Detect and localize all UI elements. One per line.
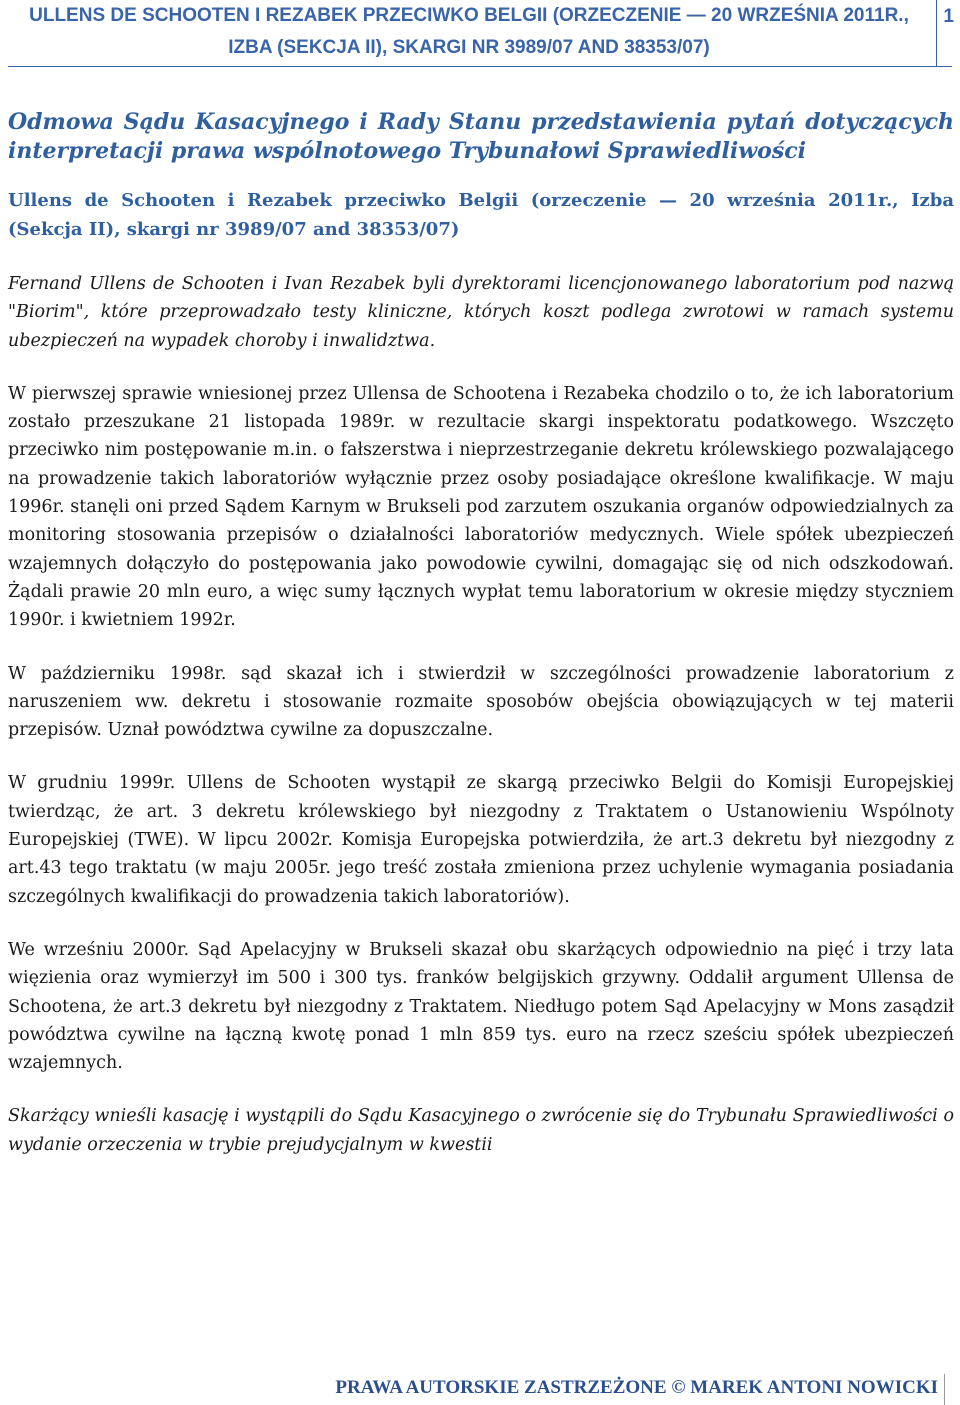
paragraph-5: We wrześniu 2000r. Sąd Apelacyjny w Brukseli skazał obu skarżących odpowiednio na pięć i trzy lata więzienia oraz wymierzył im 500 i 300 tys. franków belgijskich grzywny. Oddalił argument Ullensa de Schootena, że art.3 dekretu był niezgodny z Traktatem. Niedługo potem Sąd Apelacyjny w Mons zasądził powództwa cywilne na łączną kwotę ponad 1 mln 859 tys. euro na rzecz sześciu spółek ubezpieczeń wzajemnych. — [8, 939, 954, 1074]
paragraph-2: W pierwszej sprawie wniesionej przez Ullensa de Schootena i Rezabeka chodzilo o to, że ich laboratorium zostało przeszukane 21 listopada 1989r. w rezultacie skargi inspektoratu podatkowego. Wszczęto przeciwko nim postępowanie m.in. o fałszerstwa i nieprzestrzeganie dekretu królewskiego pozwalającego na prowadzenie takich laboratoriów wyłącznie przez osoby posiadające określone kwalifikacje. W maju 1996r. stanęli oni przed Sądem Karnym w Brukseli pod zarzutem oszukania organów odpowiedzialnych za monitoring stosowania przepisów o działalności laboratoriów medycznych. Wiele spółek ubezpieczeń wzajemnych dołączyło do postępowania jako powodowie cywilni, domagając się od nich odszkodowań. Żądali prawie 20 mln euro, a więc sumy łącznych wypłat temu laboratorium w okresie między styczniem 1990r. i kwietniem 1992r. — [8, 383, 954, 631]
copyright-footer: PRAWA AUTORSKIE ZASTRZEŻONE © MAREK ANTONI NOWICKI — [335, 1377, 938, 1398]
paragraph-1: Fernand Ullens de Schooten i Ivan Rezabek byli dyrektorami licencjonowanego laboratorium pod nazwą "Biorim", które przeprowadzało testy kliniczne, których koszt podlega zwrotowi w ramach systemu ubezpieczeń na wypadek choroby i inwalidztwa. — [8, 274, 954, 351]
document-body — [8, 108, 954, 1159]
page-number: 1 — [943, 6, 954, 27]
paragraph-4: W grudniu 1999r. Ullens de Schooten wystąpił ze skargą przeciwko Belgii do Komisji Europejskiej twierdząc, że art. 3 dekretu królewskiego był niezgodny z Traktatem o Ustanowieniu Wspólnoty Europejskiej (TWE). W lipcu 2002r. Komisja Europejska potwierdziła, że art.3 dekretu był niezgodny z art.43 tego traktatu (w maju 2005r. jego treść została zmieniona przez uchylenie wymagania posiadania szczególnych kwalifikacji do prowadzenia takich laboratoriów). — [8, 773, 954, 907]
running-header-line-1: ULLENS DE SCHOOTEN I REZABEK PRZECIWKO BELGII (ORZECZENIE — 20 WRZEŚNIA 2011R., — [29, 5, 909, 26]
footer-divider-vertical — [944, 1374, 945, 1405]
header-divider — [8, 66, 952, 67]
document-title: Odmowa Sądu Kasacyjnego i Rady Stanu przedstawienia pytań dotyczących interpretacji prawa wspólnotowego Trybunałowi Sprawiedliwości — [8, 109, 954, 164]
running-header-line-2: IZBA (SEKCJA II), SKARGI NR 3989/07 AND 38353/07) — [228, 37, 710, 58]
running-header — [8, 0, 930, 64]
paragraph-6: Skarżący wnieśli kasację i wystąpili do Sądu Kasacyjnego o zwrócenie się do Trybunału Sprawiedliwości o wydanie orzeczenia w trybie prejudycjalnym w kwestii — [8, 1106, 954, 1155]
header-divider-vertical — [936, 0, 937, 66]
case-subtitle: Ullens de Schooten i Rezabek przeciwko Belgii (orzeczenie — 20 września 2011r., Izba (Sekcja II), skargi nr 3989/07 and 38353/07) — [8, 190, 954, 240]
paragraph-3: W październiku 1998r. sąd skazał ich i stwierdził w szczególności prowadzenie laboratorium z naruszeniem ww. dekretu i stosowanie rozmaite sposobów obejścia obowiązujących w tej materii przepisów. Uznał powództwa cywilne za dopuszczalne. — [8, 663, 954, 741]
